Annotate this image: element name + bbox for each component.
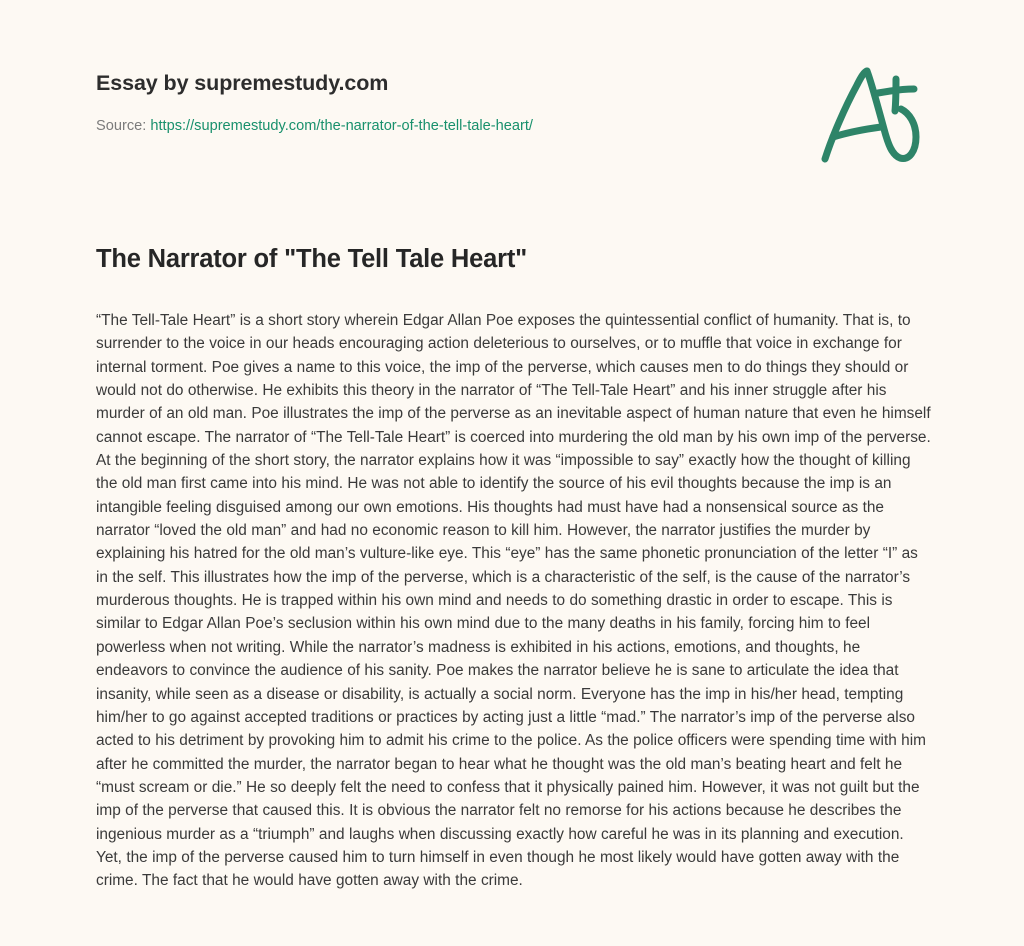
aplus-logo[interactable] — [812, 57, 930, 169]
aplus-logo-icon — [812, 57, 930, 169]
article — [96, 243, 932, 893]
page-header — [0, 0, 1024, 180]
source-line — [96, 117, 796, 136]
brand-block — [96, 70, 796, 136]
source-label: Source: — [96, 118, 147, 134]
article-body-text: “The Tell-Tale Heart” is a short story wherein Edgar Allan Poe exposes the quintessential conflict of humanity. That is, to surrender to the voice in our heads encouraging action deleterious to ourselves, or to muffle that voice in exchange for internal torment. Poe gives a name to this voice, the imp of the perverse, which causes men to do things they should or would not do otherwise. He exhibits this theory in the narrator of “The Tell-Tale Heart” and his inner struggle after his murder of an old man. Poe illustrates the imp of the perverse as an inevitable aspect of human nature that even he himself cannot escape. The narrator of “The Tell-Tale Heart” is coerced into murdering the old man by his own imp of the perverse. At the beginning of the short story, the narrator explains how it was “impossible to say” exactly how the thought of killing the old man first came into his mind. He was not able to identify the source of his evil thoughts because the imp is an intangible feeling disguised among our own emotions. His thoughts had must have had a nonsensical source as the narrator “loved the old man” and had no economic reason to kill him. However, the narrator justifies the murder by explaining his hatred for the old man’s vulture-like eye. This “eye” has the same phonetic pronunciation of the letter “I” as in the self. This illustrates how the imp of the perverse, which is a characteristic of the self, is the cause of the narrator’s murderous thoughts. He is trapped within his own mind and needs to do something drastic in order to escape. This is similar to Edgar Allan Poe’s seclusion within his own mind due to the many deaths in his family, forcing him to feel powerless when not writing. While the narrator’s madness is exhibited in his actions, emotions, and thoughts, he endeavors to convince the audience of his sanity. Poe makes the narrator believe he is sane to articulate the idea that insanity, while seen as a disease or disability, is actually a social norm. Everyone has the imp in his/her head, tempting him/her to go against accepted traditions or practices by acting just a little “mad.” The narrator’s imp of the perverse also acted to his detriment by provoking him to admit his crime to the police. As the police officers were spending time with him after he committed the murder, the narrator began to hear what he thought was the old man’s beating heart and felt he “must scream or die.” He so deeply felt the need to confess that it physically pained him. However, it was not guilt but the imp of the perverse that caused this. It is obvious the narrator felt no remorse for his actions because he describes the ingenious murder as a “triumph” and laughs when discussing exactly how careful he was in its planning and execution. Yet, the imp of the perverse caused him to turn himself in even though he most likely would have gotten away with the crime. The fact that he would have gotten away with the crime. — [96, 312, 931, 890]
brand-title: Essay by supremestudy.com — [96, 71, 389, 95]
source-link[interactable]: https://supremestudy.com/the-narrator-of-the-tell-tale-heart/ — [150, 118, 533, 134]
page-title: The Narrator of "The Tell Tale Heart" — [96, 245, 528, 273]
